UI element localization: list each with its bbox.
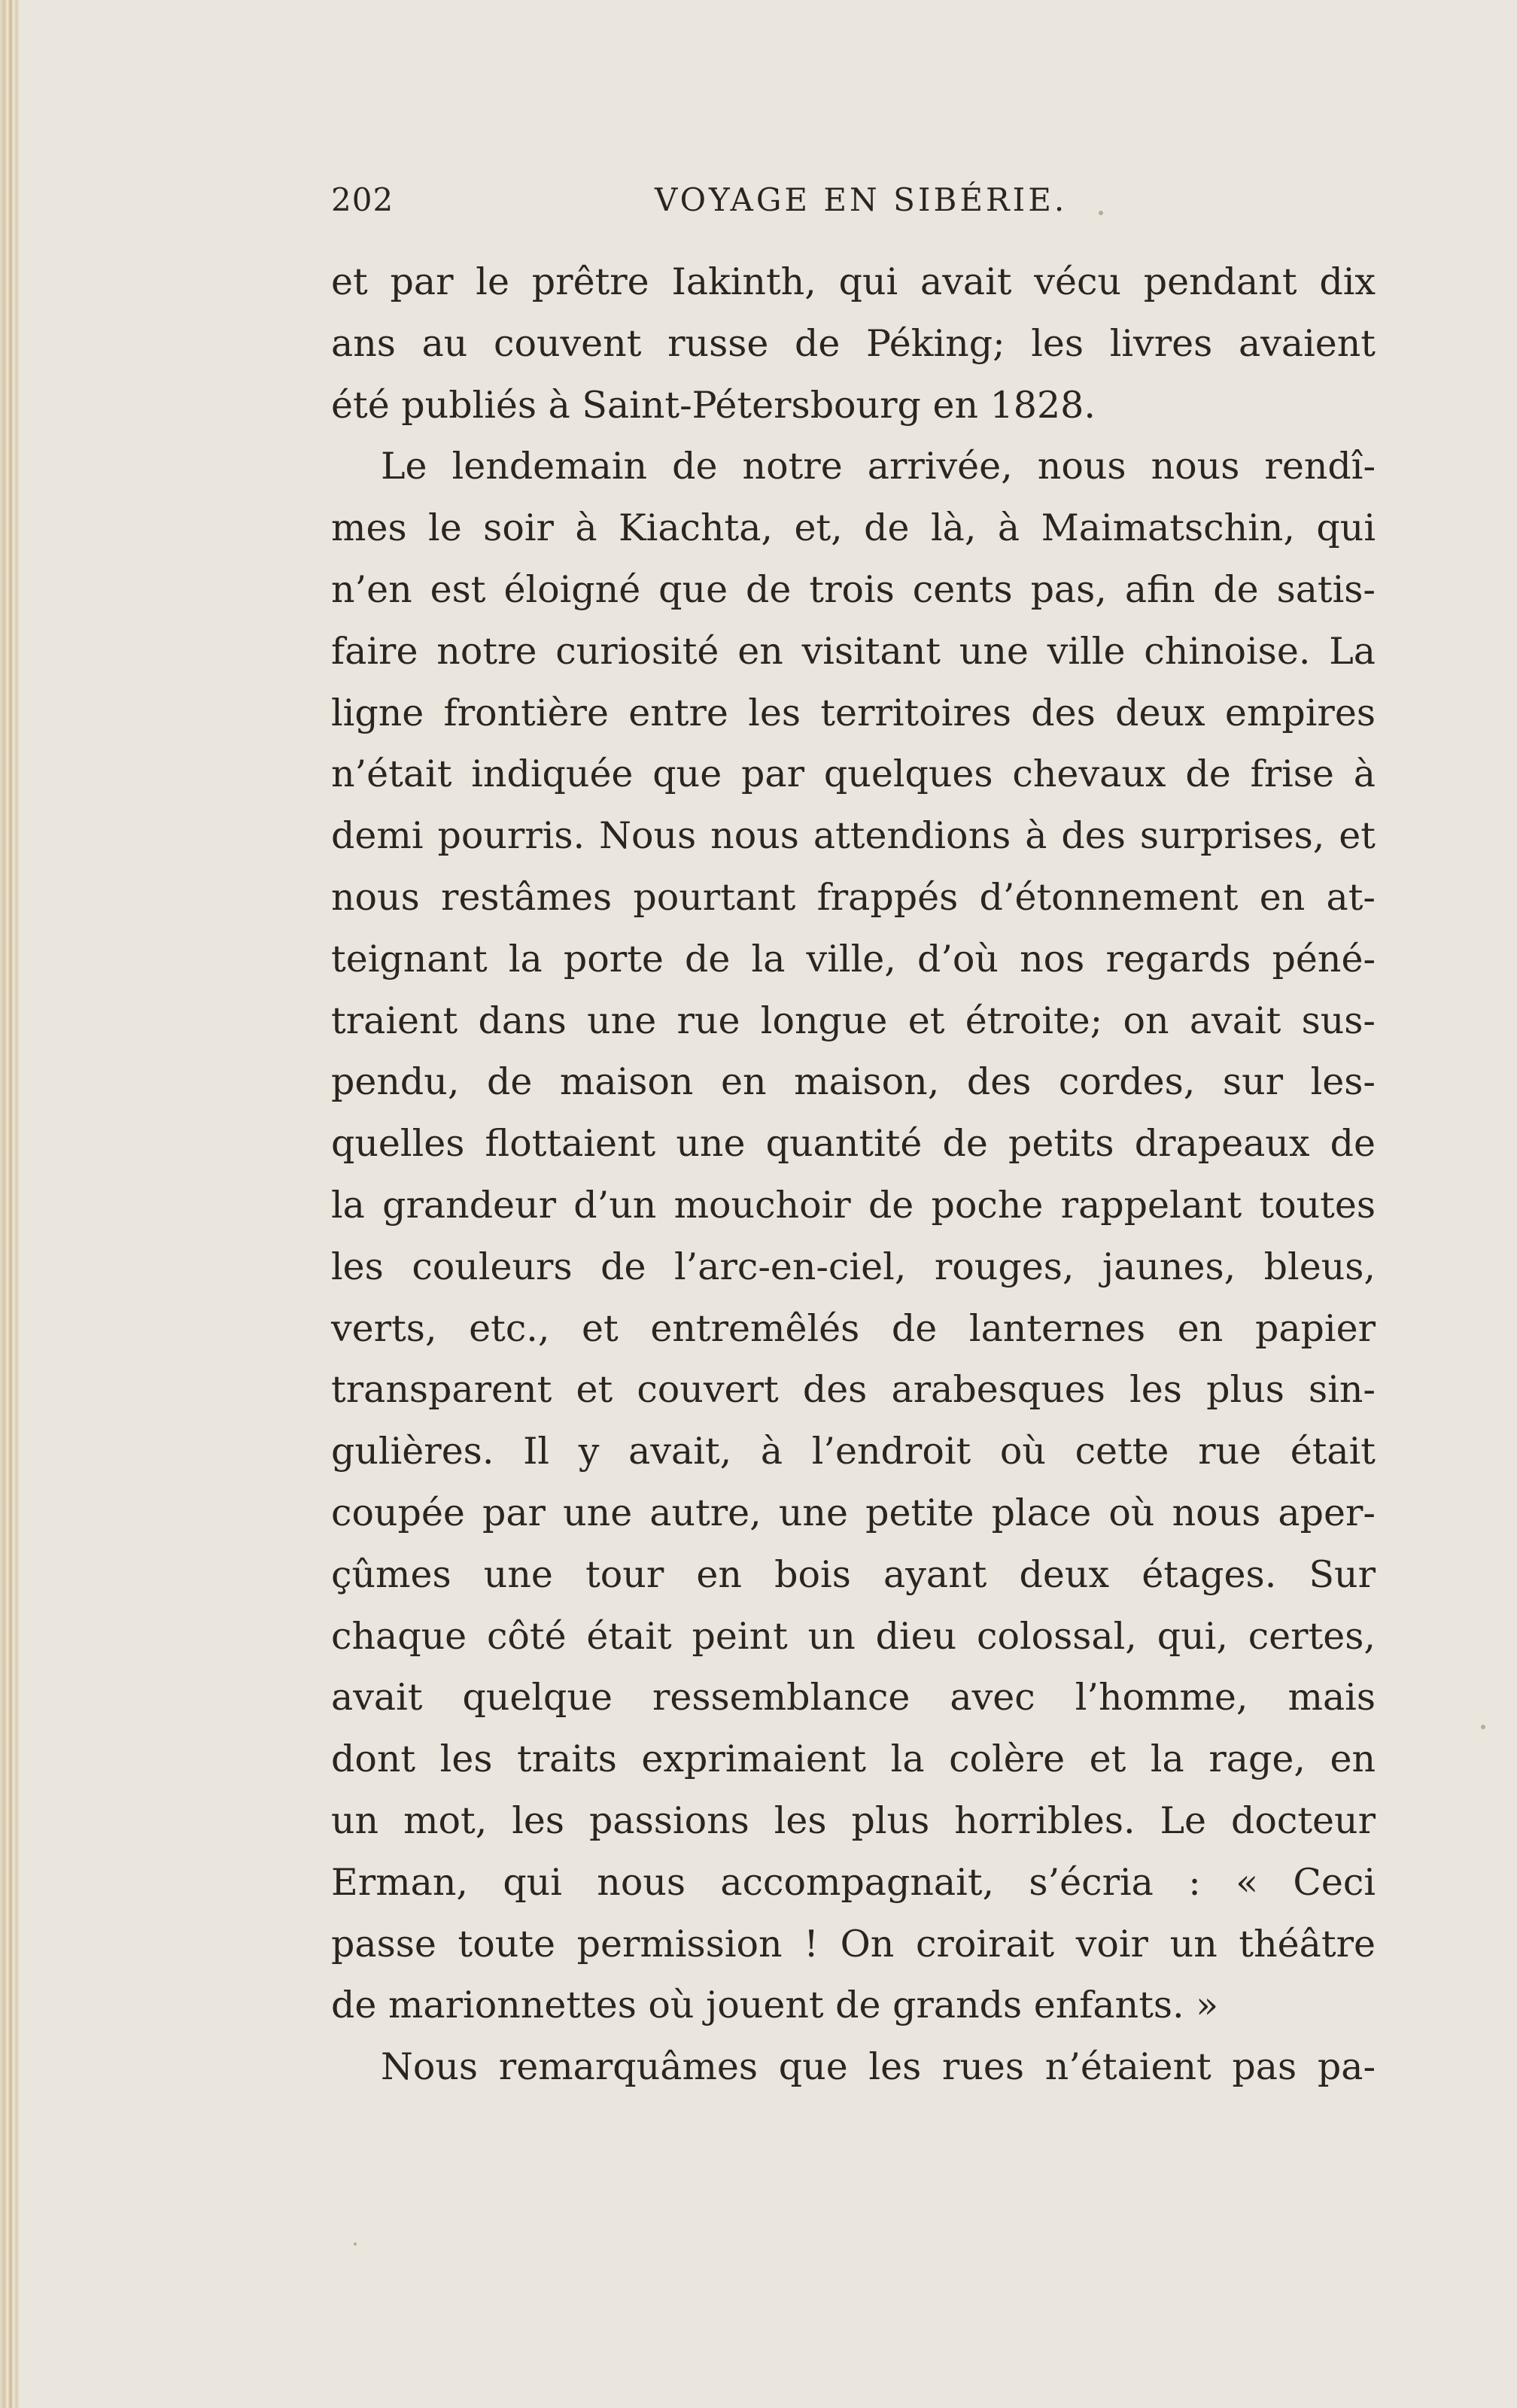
text-line: dont les traits exprimaient la colère et la rage, en: [331, 1738, 1376, 1781]
text-line: coupée par une autre, une petite place où nous aper-: [331, 1491, 1376, 1534]
page-binding-edge: [0, 0, 20, 2408]
text-line: n’en est éloigné que de trois cents pas, afin de satis-: [331, 567, 1376, 611]
text-line: verts, etc., et entremêlés de lanternes en papier: [331, 1306, 1376, 1350]
text-line: passe toute permission ! On croirait voir un théâtre: [331, 1922, 1376, 1966]
text-line: été publiés à Saint-Pétersbourg en 1828.: [331, 383, 1096, 427]
paper-speck: [1099, 211, 1103, 215]
text-line: demi pourris. Nous nous attendions à des surprises, et: [331, 814, 1376, 858]
text-line: mes le soir à Kiachta, et, de là, à Maimatschin, qui: [331, 506, 1376, 550]
text-line: un mot, les passions les plus horribles. Le docteur: [331, 1798, 1376, 1842]
text-line: avait quelque ressemblance avec l’homme, mais: [331, 1676, 1376, 1719]
text-line: gulières. Il y avait, à l’endroit où cette rue était: [331, 1430, 1376, 1473]
text-block: [331, 178, 1376, 2134]
page-header: [331, 178, 1376, 223]
text-line: les couleurs de l’arc-en-ciel, rouges, jaunes, bleus,: [331, 1245, 1376, 1288]
text-line: traient dans une rue longue et étroite; on avait sus-: [331, 999, 1376, 1042]
text-line: chaque côté était peint un dieu colossal, qui, certes,: [331, 1614, 1376, 1658]
text-line: Le lendemain de notre arrivée, nous nous rendî-: [381, 445, 1376, 488]
paper-speck: [1481, 1725, 1485, 1729]
running-head: VOYAGE EN SIBÉRIE.: [655, 181, 1068, 218]
text-line: pendu, de maison en maison, des cordes, sur les-: [331, 1060, 1376, 1104]
page-number: 202: [331, 181, 394, 218]
text-line: ligne frontière entre les territoires des deux empires: [331, 691, 1376, 734]
text-line: quelles flottaient une quantité de petits drapeaux de: [331, 1122, 1376, 1166]
text-line: de marionnettes où jouent de grands enfants. »: [331, 1984, 1219, 2027]
text-line: ans au couvent russe de Péking; les livres avaient: [331, 321, 1376, 365]
text-line: transparent et couvert des arabesques les plus sin-: [331, 1368, 1376, 1412]
text-line: n’était indiquée que par quelques chevaux de frise à: [331, 752, 1376, 796]
text-line: la grandeur d’un mouchoir de poche rappelant toutes: [331, 1183, 1376, 1227]
text-line: nous restâmes pourtant frappés d’étonnement en at-: [331, 875, 1376, 919]
text-line: Erman, qui nous accompagnait, s’écria : « Ceci: [331, 1860, 1376, 1904]
text-line: teignant la porte de la ville, d’où nos regards péné-: [331, 937, 1376, 981]
text-line: Nous remarquâmes que les rues n’étaient pas pa-: [381, 2045, 1376, 2089]
paper-speck: [354, 2242, 357, 2245]
body-text: [331, 251, 1376, 2098]
text-line: çûmes une tour en bois ayant deux étages. Sur: [331, 1552, 1376, 1596]
text-line: faire notre curiosité en visitant une ville chinoise. La: [331, 629, 1376, 673]
text-line: et par le prêtre Iakinth, qui avait vécu pendant dix: [331, 260, 1376, 303]
